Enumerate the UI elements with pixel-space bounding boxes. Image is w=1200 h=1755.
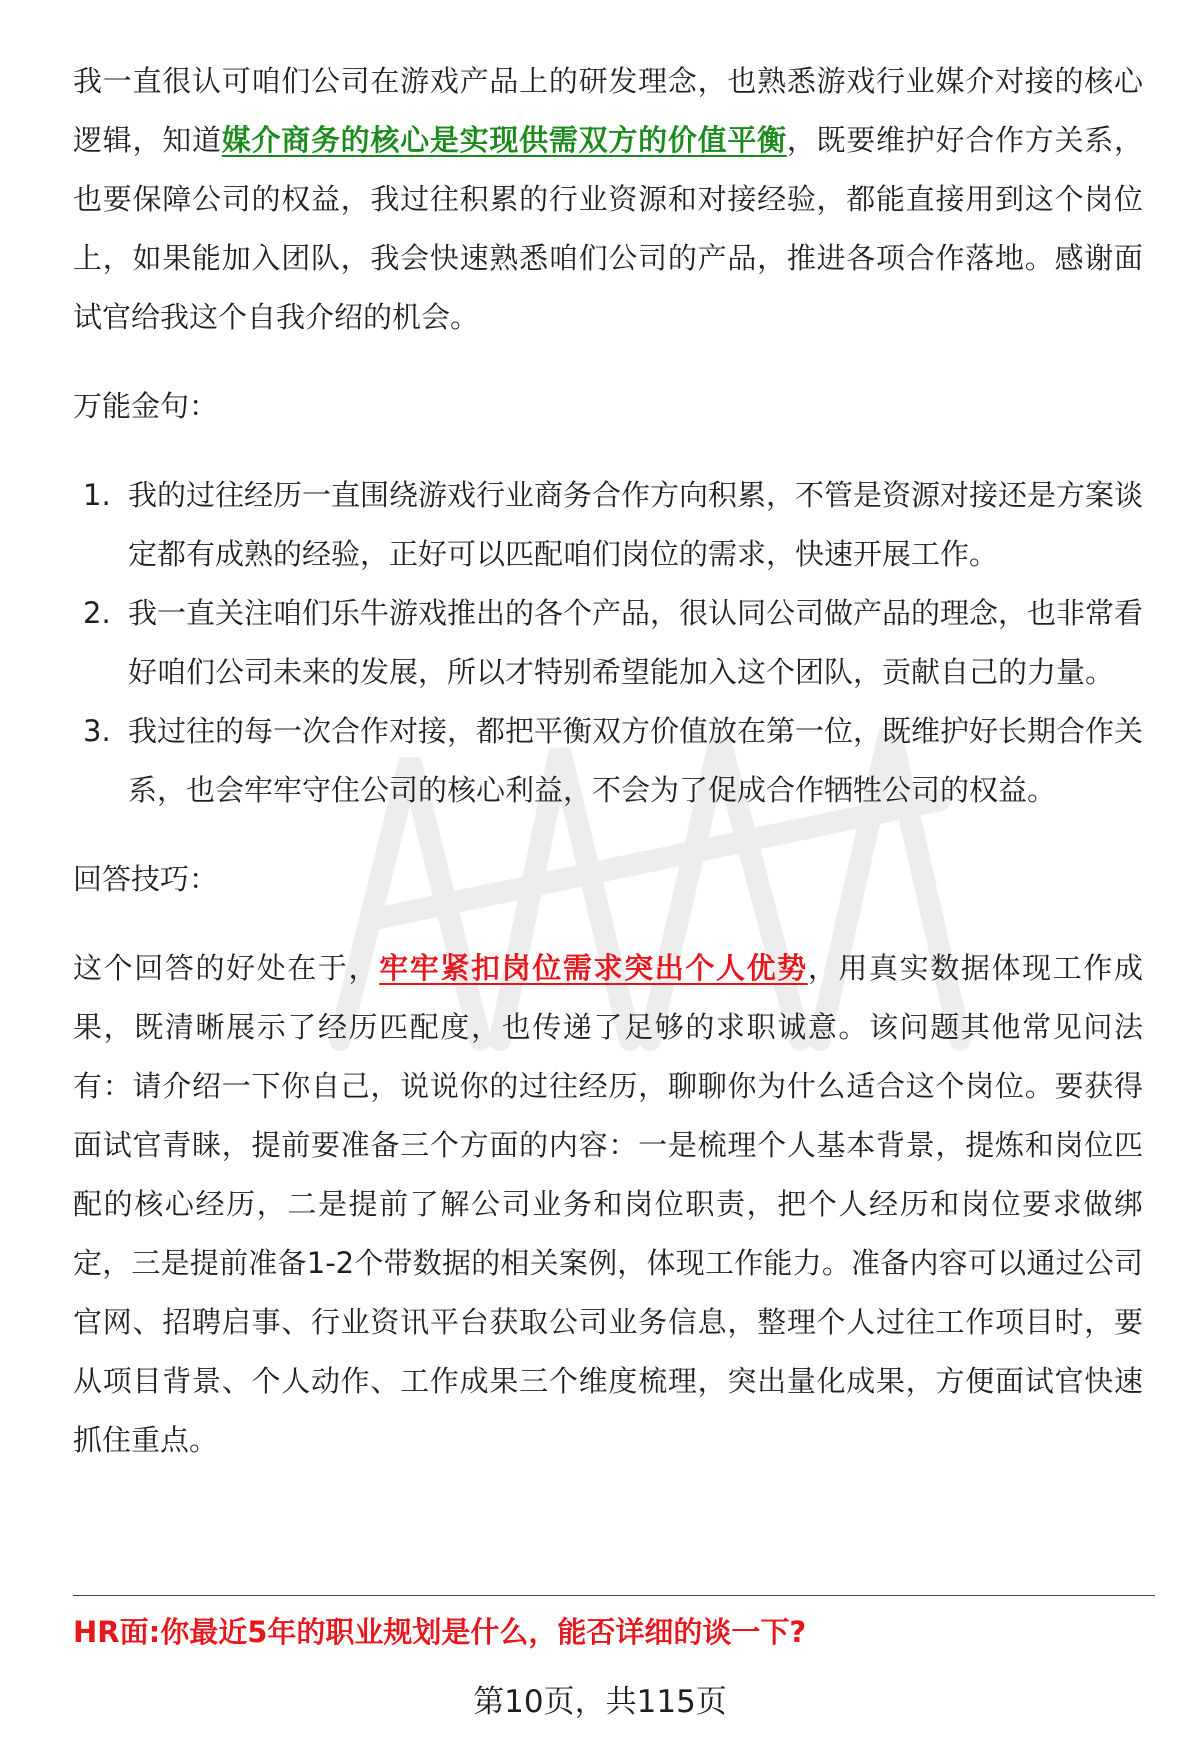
tips-paragraph — [73, 939, 1143, 1470]
intro-paragraph — [73, 52, 1143, 347]
golden-sentences-label: 万能金句： — [73, 389, 219, 423]
list-item-text: 我过往的每一次合作对接，都把平衡双方价值放在第一位，既维护好长期合作关系，也会牢牢守住公司的核心利益，不会为了促成合作牺牲公司的权益。 — [128, 714, 1144, 807]
list-item-text: 我一直关注咱们乐牛游戏推出的各个产品，很认同公司做产品的理念，也非常看好咱们公司未来的发展，所以才特别希望能加入这个团队，贡献自己的力量。 — [128, 596, 1144, 689]
tips-highlight: 牢牢紧扣岗位需求突出个人优势 — [379, 951, 808, 985]
list-item — [73, 584, 1143, 702]
list-item-number: 2. — [83, 596, 111, 630]
intro-highlight: 媒介商务的核心是实现供需双方的价值平衡 — [221, 123, 787, 157]
golden-sentences-list — [73, 466, 1143, 820]
list-item — [73, 702, 1143, 820]
page-number: 第10页，共115页 — [473, 1684, 727, 1720]
intro-text-part2: ，既要维护好合作方关系，也要保障公司的权益，我过往积累的行业资源和对接经验，都能直接用到这个岗位上，如果能加入团队，我会快速熟悉咱们公司的产品，推进各项合作落地。感谢面试官给我这个自我介绍的机会。 — [73, 123, 1143, 334]
section-divider — [73, 1595, 1155, 1596]
tips-text-part1: 这个回答的好处在于， — [73, 951, 380, 985]
tips-text-part2: ，用真实数据体现工作成果，既清晰展示了经历匹配度，也传递了足够的求职诚意。该问题其他常见问法有：请介绍一下你自己，说说你的过往经历，聊聊你为什么适合这个岗位。要获得面试官青睐，提前要准备三个方面的内容：一是梳理个人基本背景，提炼和岗位匹配的核心经历，二是提前了解公司业务和岗位职责，把个人经历和岗位要求做绑定，三是提前准备1-2个带数据的相关案例，体现工作能力。准备内容可以通过公司官网、招聘启事、行业资讯平台获取公司业务信息，整理个人过往工作项目时，要从项目背景、个人动作、工作成果三个维度梳理，突出量化成果，方便面试官快速抓住重点。 — [73, 951, 1143, 1457]
main-content — [73, 52, 1143, 1470]
intro-text-part1: 我一直很认可咱们公司在游戏产品上的研发理念，也熟悉游戏行业媒介对接的核心逻辑，知道 — [73, 64, 1143, 157]
list-item-number: 1. — [83, 478, 111, 512]
list-item — [73, 466, 1143, 584]
next-question-heading: HR面:你最近5年的职业规划是什么，能否详细的谈一下? — [73, 1615, 807, 1649]
list-item-text: 我的过往经历一直围绕游戏行业商务合作方向积累，不管是资源对接还是方案谈定都有成熟的经验，正好可以匹配咱们岗位的需求，快速开展工作。 — [128, 478, 1144, 571]
list-item-number: 3. — [83, 714, 111, 748]
tips-label: 回答技巧： — [73, 862, 219, 896]
